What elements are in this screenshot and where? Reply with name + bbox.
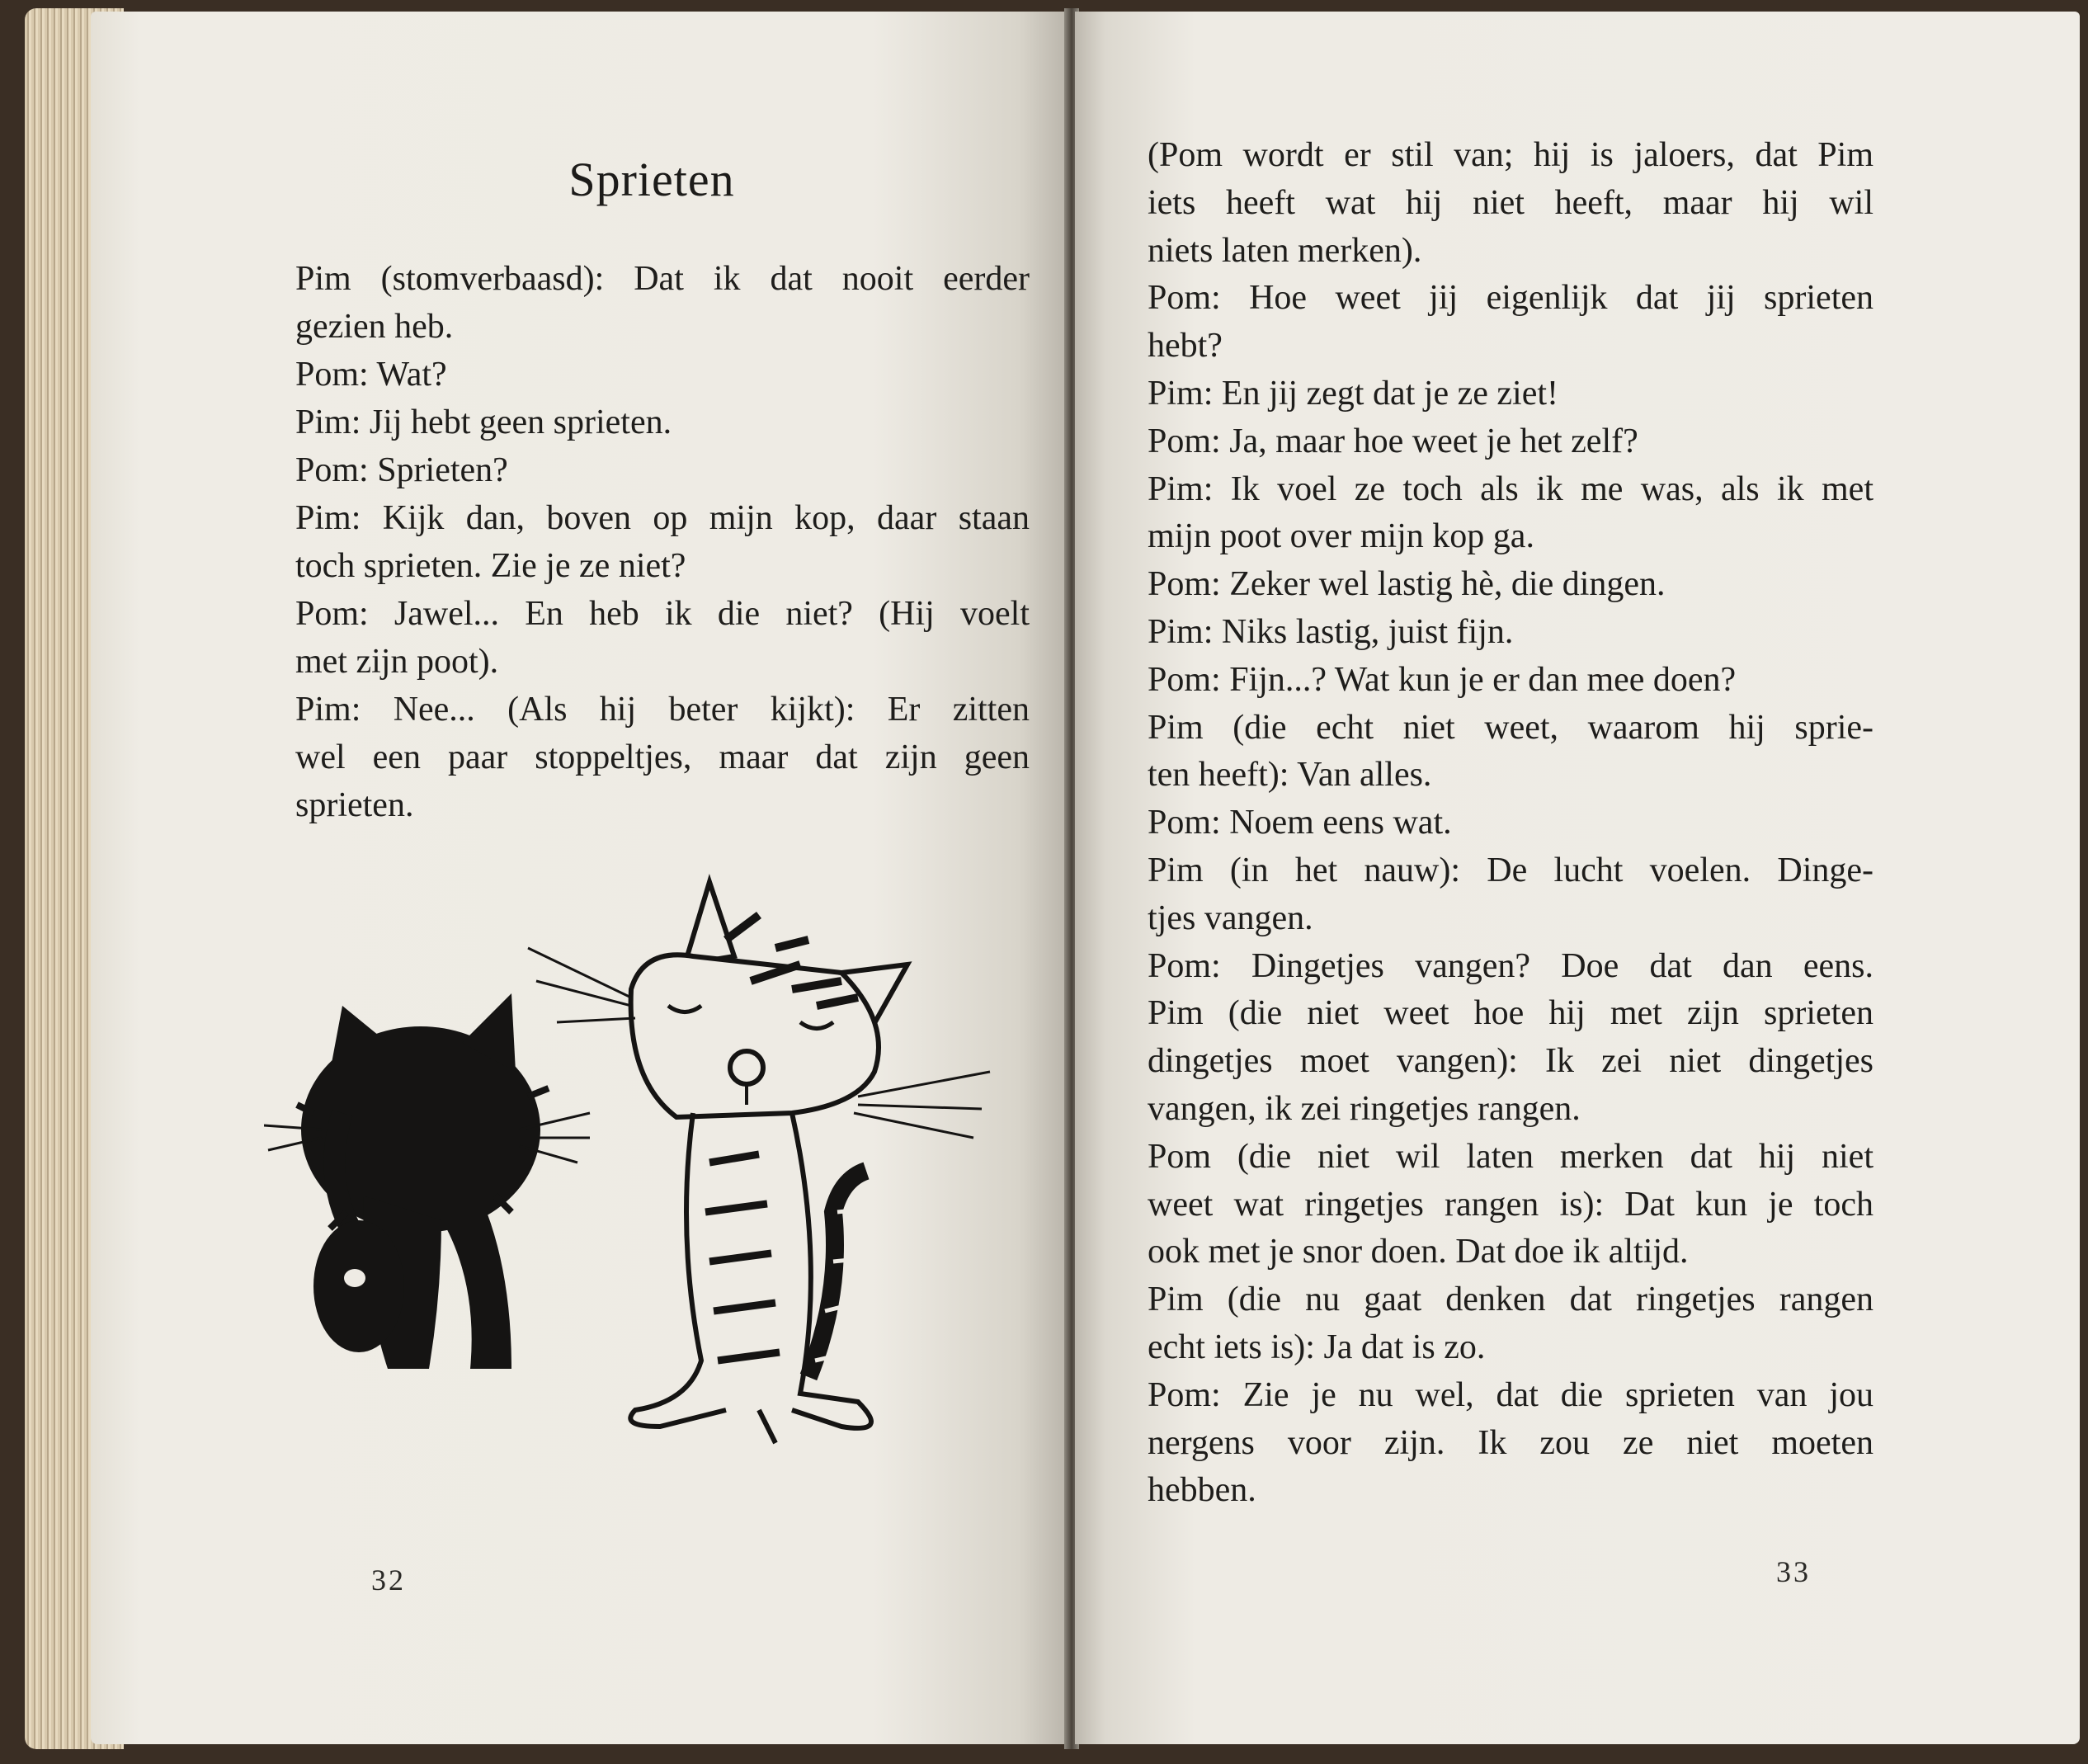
text-line: Pom: Zeker wel lastig hè, die dingen. bbox=[1148, 565, 1666, 604]
text-line: tjes vangen. bbox=[1148, 899, 1313, 937]
text-line: wel een paar stoppeltjes, maar dat zijn geen bbox=[295, 738, 1030, 776]
text-line: Pom: Hoe weet jij eigenlijk dat jij sprieten bbox=[1148, 279, 1874, 318]
text-line: Pom: Wat? bbox=[295, 356, 447, 394]
text-line: toch sprieten. Zie je ze niet? bbox=[295, 547, 686, 585]
text-line: Pim (die niet weet hoe hij met zijn sprieten bbox=[1148, 994, 1874, 1033]
text-line: Pom (die niet wil laten merken dat hij niet bbox=[1148, 1137, 1874, 1176]
text-line: Pim: Niks lastig, juist fijn. bbox=[1148, 613, 1514, 651]
text-line: mijn poot over mijn kop ga. bbox=[1148, 517, 1534, 556]
text-line: met zijn poot). bbox=[295, 643, 499, 681]
text-line: Pom: Fijn...? Wat kun je er dan mee doen? bbox=[1148, 660, 1737, 699]
tabby-cat-figure bbox=[528, 882, 990, 1443]
text-line: Pim (stomverbaasd): Dat ik dat nooit eerder bbox=[295, 260, 1030, 298]
text-line: ook met je snor doen. Dat doe ik altijd. bbox=[1148, 1233, 1689, 1271]
text-line: sprieten. bbox=[295, 786, 414, 824]
cats-illustration bbox=[264, 865, 1056, 1542]
text-line: Pom: Sprieten? bbox=[295, 451, 508, 489]
text-line: iets heeft wat hij niet heeft, maar hij wil bbox=[1148, 183, 1874, 222]
text-line: Pom: Ja, maar hoe weet je het zelf? bbox=[1148, 422, 1638, 460]
text-line: dingetjes moet vangen): Ik zei niet dingetjes bbox=[1148, 1042, 1874, 1081]
text-line: echt iets is): Ja dat is zo. bbox=[1148, 1328, 1486, 1366]
text-line: Pom: Dingetjes vangen? Doe dat dan eens. bbox=[1148, 946, 1874, 985]
page-number-right: 33 bbox=[1776, 1555, 1811, 1588]
text-line: Pim (die nu gaat denken dat ringetjes rangen bbox=[1148, 1281, 1874, 1319]
text-line: vangen, ik zei ringetjes rangen. bbox=[1148, 1090, 1581, 1128]
text-line: Pom: Jawel... En heb ik die niet? (Hij voelt bbox=[295, 595, 1030, 633]
page-number-left: 32 bbox=[371, 1564, 406, 1597]
text-line: Pim: En jij zegt dat je ze ziet! bbox=[1148, 375, 1558, 413]
text-line: Pim: Kijk dan, boven op mijn kop, daar staan bbox=[295, 499, 1030, 537]
text-line: (Pom wordt er stil van; hij is jaloers, dat Pim bbox=[1148, 136, 1874, 174]
text-line: hebben. bbox=[1148, 1471, 1256, 1510]
left-page bbox=[91, 12, 1068, 1744]
text-line: weet wat ringetjes rangen is): Dat kun je toch bbox=[1148, 1185, 1874, 1224]
text-line: Pim: Ik voel ze toch als ik me was, als ik met bbox=[1148, 469, 1874, 508]
text-line: Pim: Nee... (Als hij beter kijkt): Er zitten bbox=[295, 691, 1030, 729]
chapter-title: Sprieten bbox=[568, 153, 735, 206]
text-line: Pim (in het nauw): De lucht voelen. Dinge- bbox=[1148, 851, 1874, 889]
text-line: gezien heb. bbox=[295, 308, 454, 346]
text-line: niets laten merken). bbox=[1148, 231, 1422, 270]
text-line: nergens voor zijn. Ik zou ze niet moeten bbox=[1148, 1423, 1874, 1462]
text-line: Pim (die echt niet weet, waarom hij sprie- bbox=[1148, 708, 1874, 747]
text-line: Pom: Noem eens wat. bbox=[1148, 804, 1452, 842]
text-line: Pom: Zie je nu wel, dat die sprieten van jou bbox=[1148, 1375, 1874, 1414]
text-line: hebt? bbox=[1148, 327, 1223, 366]
text-line: ten heeft): Van alles. bbox=[1148, 756, 1432, 795]
right-page bbox=[1075, 12, 2080, 1744]
black-kitten-figure bbox=[264, 993, 590, 1369]
text-line: Pim: Jij hebt geen sprieten. bbox=[295, 403, 672, 441]
